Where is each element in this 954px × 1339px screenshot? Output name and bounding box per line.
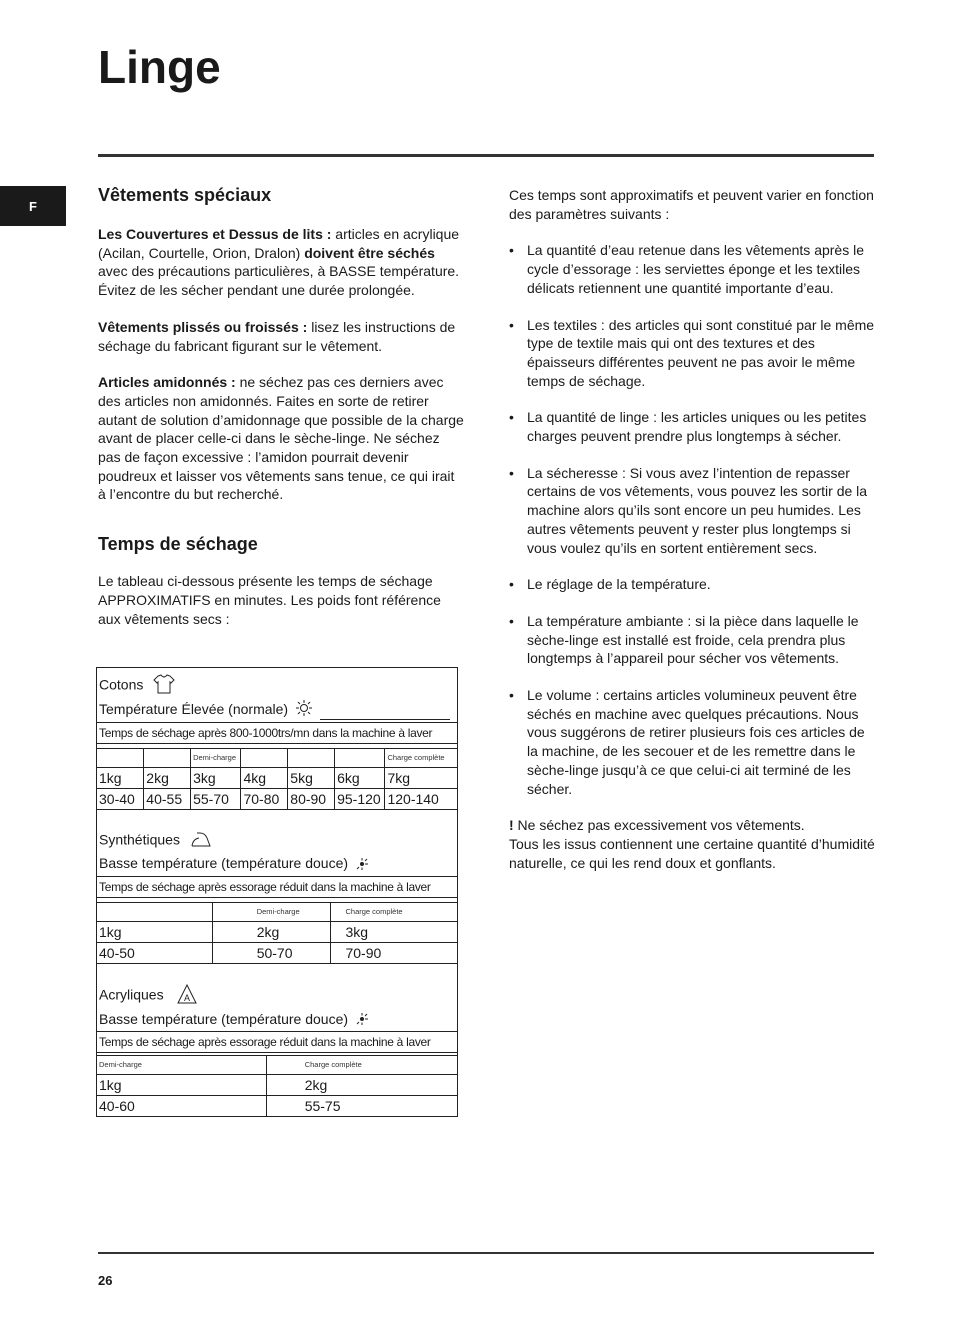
drying-time-heading: Temps de séchage — [98, 534, 258, 555]
factors-list — [509, 241, 875, 798]
cotton-time-cell: 95-120 — [335, 789, 385, 810]
cotton-weight-cell: 3kg — [191, 768, 241, 789]
blankets-paragraph: Les Couvertures et Dessus de lits : articles en acrylique (Acilan, Courtelle, Orion, Dralon) doivent être séchés avec des précautions particulières, à BASSE température. Évitez de les sécher pendant une durée prolongée. — [98, 226, 460, 299]
cotton-shirt-icon — [153, 674, 175, 698]
acrylic-note: Temps de séchage après essorage réduit dans la machine à laver — [97, 1031, 457, 1053]
acrylic-symbol-icon — [177, 984, 197, 1008]
list-item: • Les textiles : des articles qui sont constitué par le même type de textile mais qui ont des textures et des épaisseurs différentes peuvent ne pas avoir le même temps de séchage. — [509, 316, 875, 391]
cotton-label: Cotons — [99, 676, 144, 693]
low-temp-icon — [356, 856, 370, 874]
drying-time-table — [96, 667, 458, 1117]
synthetic-iron-icon — [190, 830, 212, 852]
list-item: • La quantité de linge : les articles uniques ou les petites charges peuvent prendre plus longtemps à sécher. — [509, 408, 875, 445]
cotton-time-cell: 55-70 — [191, 789, 241, 810]
acrylic-weight-cell: 2kg — [266, 1074, 457, 1095]
cotton-note: Temps de séchage après 800-1000trs/mn dans la machine à laver — [97, 722, 457, 744]
list-item: • La sécheresse : Si vous avez l’intention de repasser certains de vos vêtements, vous pouvez les sortir de la machine alors qu’ils sont encore un peu humides. Les autres vêtements peuvent y rester plus longtemps si vous voulez qu’ils en sortent entièrement secs. — [509, 464, 875, 558]
cotton-weight-cell: 6kg — [335, 768, 385, 789]
cotton-time-cell: 70-80 — [241, 789, 288, 810]
cotton-table — [97, 748, 457, 810]
low-temp-icon — [356, 1011, 370, 1029]
acrylic-time-cell: 55-75 — [266, 1095, 457, 1116]
synthetic-temp-row — [97, 854, 457, 873]
pleated-label: Vêtements plissés ou froissés : — [98, 318, 308, 335]
acrylic-time-cell: 40-60 — [97, 1095, 266, 1116]
cotton-row — [97, 674, 457, 698]
cotton-half-load-label: Demi-charge — [191, 749, 241, 768]
high-temp-icon — [296, 700, 312, 720]
warning-icon: ! — [509, 817, 514, 834]
factors-intro: Ces temps sont approximatifs et peuvent varier en fonction des paramètres suivants : — [509, 187, 874, 222]
synthetic-table — [97, 902, 457, 964]
cotton-time-cell: 80-90 — [288, 789, 335, 810]
svg-text:A: A — [184, 992, 191, 1003]
acrylic-temp-label: Basse température (température douce) — [99, 1010, 349, 1027]
synthetic-note: Temps de séchage après essorage réduit dans la machine à laver — [97, 876, 457, 898]
starched-label: Articles amidonnés : — [98, 374, 236, 391]
synthetic-time-cell: 40-50 — [97, 942, 212, 963]
page-number: 26 — [98, 1273, 113, 1288]
left-column — [98, 183, 464, 628]
list-item: • La quantité d’eau retenue dans les vêtements après le cycle d’essorage : les serviettes éponge et les textiles délicats retiennent une quantité importante d’eau. — [509, 241, 875, 297]
list-item: • Le volume : certains articles volumineux peuvent être séchés en machine avec quelques précautions. Nous vous suggérons de retirer plusieurs fois ces articles de la machine, de les secouer et de les remettre dans le sèche-linge jusqu’à ce que celui-ci ait terminé de les sécher. — [509, 686, 875, 798]
language-tab: F — [0, 186, 66, 226]
acrylic-temp-row — [97, 1010, 457, 1029]
synthetic-time-cell: 50-70 — [212, 942, 331, 963]
cotton-time-cell: 120-140 — [385, 789, 457, 810]
synthetic-weight-cell: 3kg — [331, 921, 457, 942]
synthetic-temp-label: Basse température (température douce) — [99, 855, 349, 872]
synthetic-row — [97, 830, 457, 852]
pleated-paragraph: Vêtements plissés ou froissés : lisez les instructions de séchage du fabricant figurant sur le vêtement. — [98, 318, 456, 354]
cotton-weight-cell: 4kg — [241, 768, 288, 789]
right-column — [509, 186, 875, 872]
blankets-label: Les Couvertures et Dessus de lits : — [98, 226, 332, 242]
cotton-temp-label: Température Élevée (normale) — [99, 701, 289, 717]
cotton-full-load-label: Charge complète — [385, 749, 457, 768]
synthetic-weight-cell: 2kg — [212, 921, 331, 942]
acrylic-label: Acryliques — [99, 986, 164, 1003]
starched-paragraph: Articles amidonnés : ne séchez pas ces derniers avec des articles non amidonnés. Faites en sorte de retirer autant de solution d’amidonnage que possible de la charge avant de placer celle-ci dans le sèche-linge. Ne séchez pas de façon excessive : l’amidon pourrait devenir poudreux et laisser vos vêtements sans tenue, ce qui irait à l’encontre du but recherché. — [98, 374, 464, 503]
cotton-weight-cell: 2kg — [144, 768, 191, 789]
top-divider — [98, 154, 874, 157]
synthetic-half-load-label: Demi-charge — [212, 902, 331, 921]
synthetic-label: Synthétiques — [99, 832, 180, 848]
bottom-divider — [98, 1252, 874, 1254]
cotton-time-cell: 40-55 — [144, 789, 191, 810]
cotton-weight-cell: 1kg — [97, 768, 144, 789]
cotton-temp-row — [97, 700, 457, 720]
drying-intro: Le tableau ci-dessous présente les temps de séchage APPROXIMATIFS en minutes. Les poids font référence aux vêtements secs : — [98, 573, 441, 627]
synthetic-time-cell: 70-90 — [331, 942, 457, 963]
cotton-weight-cell: 7kg — [385, 768, 457, 789]
synthetic-full-load-label: Charge complète — [331, 902, 457, 921]
page-title: Linge — [98, 41, 221, 93]
acrylic-row — [97, 984, 457, 1008]
cotton-time-cell: 30-40 — [97, 789, 144, 810]
acrylic-table — [97, 1055, 457, 1117]
list-item: • Le réglage de la température. — [509, 575, 875, 594]
synthetic-weight-cell: 1kg — [97, 921, 212, 942]
acrylic-half-load-label: Demi-charge — [97, 1055, 266, 1074]
list-item: • La température ambiante : si la pièce dans laquelle le sèche-linge est installé est froide, cela prendra plus longtemps à l’appareil pour sécher vos vêtements. — [509, 612, 875, 668]
cotton-weight-cell: 5kg — [288, 768, 335, 789]
acrylic-full-load-label: Charge complète — [266, 1055, 457, 1074]
warning-paragraph: ! Ne séchez pas excessivement vos vêtements. Tous les issus contiennent une certaine quantité d’humidité naturelle, ce qui les rend doux et gonflants. — [509, 817, 875, 871]
acrylic-weight-cell: 1kg — [97, 1074, 266, 1095]
special-garments-heading: Vêtements spéciaux — [98, 185, 272, 205]
